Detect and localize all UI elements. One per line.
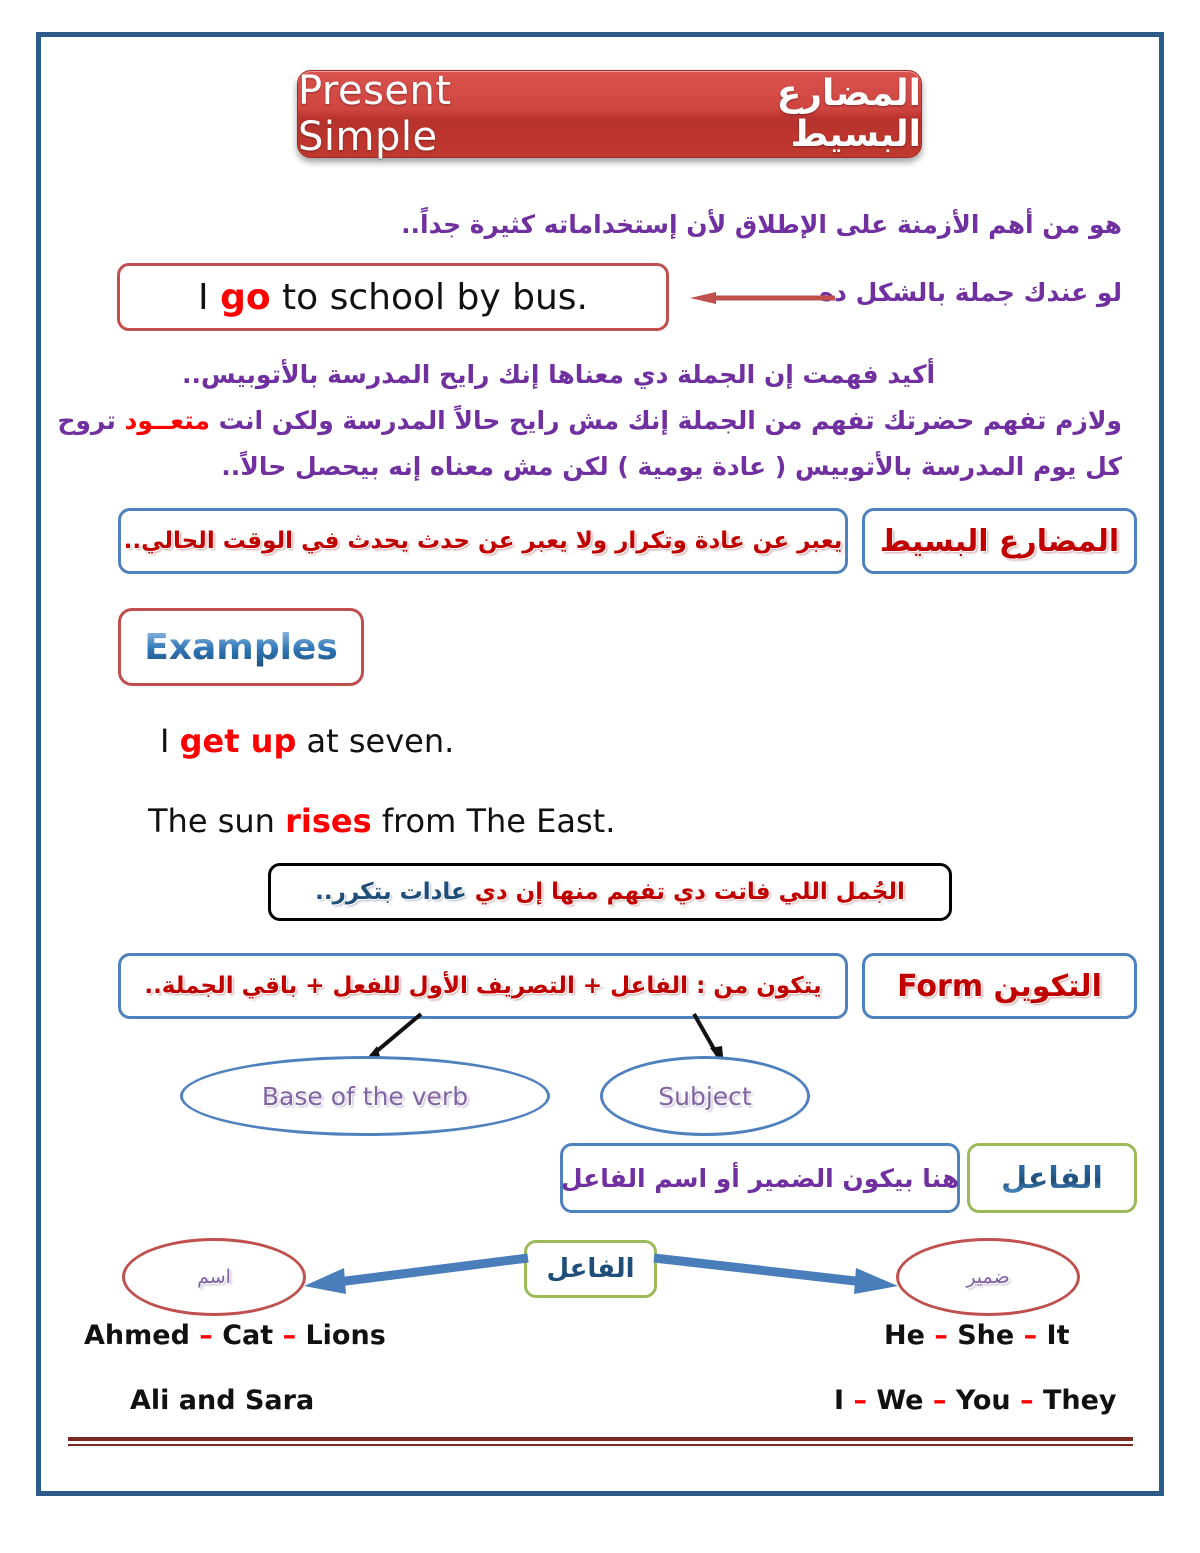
- intro-line-2: لو عندك جملة بالشكل ده: [819, 278, 1122, 307]
- title-arabic: المضارع البسيط: [776, 73, 921, 155]
- example-sentence-text: [198, 277, 588, 318]
- subject-center-node: [524, 1240, 657, 1298]
- definition-label-box: [862, 508, 1137, 574]
- pronoun-circle-text: ضمير: [966, 1266, 1010, 1288]
- pronoun2-word-4: They: [1042, 1385, 1117, 1416]
- noun-sep-1: –: [199, 1320, 213, 1351]
- intro-line-1: هو من أهم الأزمنة على الإطلاق لأن إستخداماته كثيرة جداً..: [401, 210, 1122, 239]
- noun-circle-text: اسم: [197, 1266, 231, 1288]
- examples-heading-text: Examples: [144, 626, 338, 668]
- pronoun2-word-1: I: [834, 1385, 845, 1416]
- title-english: Present Simple: [298, 68, 452, 160]
- ellipse-subject: [600, 1056, 810, 1136]
- pronoun-examples-line-1: [884, 1320, 1069, 1351]
- paragraph-line-2-a: ولازم تفهم حضرتك تفهم من الجملة إنك مش رايح حالاً المدرسة ولكن انت: [209, 406, 1122, 435]
- noun-word-1: Ahmed: [84, 1320, 190, 1351]
- subject-center-node-text: الفاعل: [546, 1254, 635, 1284]
- definition-body-text: يعبر عن عادة وتكرار ولا يعبر عن حدث يحدث في الوقت الحالي..: [123, 528, 843, 554]
- pronoun2-word-3: You: [955, 1385, 1011, 1416]
- note-red-part: الجُمل اللي فاتت دي تفهم منها إن دي: [466, 879, 905, 905]
- ellipse-base-of-verb: [180, 1056, 550, 1136]
- example-2-verb: rises: [285, 802, 372, 840]
- pronoun2-word-2: We: [876, 1385, 924, 1416]
- example-item-1: [160, 722, 454, 760]
- ellipse-base-of-verb-text: Base of the verb: [261, 1081, 469, 1111]
- paragraph-line-3: كل يوم المدرسة بالأتوبيس ( عادة يومية ) لكن مش معناه إنه بيحصل حالاً..: [221, 452, 1122, 481]
- pronoun-examples-line-2: [834, 1385, 1117, 1416]
- form-body-text: يتكون من : الفاعل + التصريف الأول للفعل + باقي الجملة..: [144, 973, 822, 999]
- noun-sep-2: –: [282, 1320, 297, 1351]
- form-body-box: [118, 953, 848, 1019]
- noun-word-3: Lions: [305, 1320, 386, 1351]
- branch-arrow-right-icon: [650, 1248, 902, 1298]
- subject-body-text: هنا بيكون الضمير أو اسم الفاعل: [560, 1163, 960, 1193]
- example-1-verb: get up: [179, 722, 297, 760]
- red-pointer-arrow-icon: [690, 292, 835, 304]
- definition-label-text: المضارع البسيط: [879, 523, 1120, 559]
- example-2-after: from The East.: [371, 802, 616, 840]
- sentence-before: I: [198, 276, 221, 318]
- note-blue-part: عادات بتكرر..: [315, 879, 467, 905]
- sentence-after: to school by bus.: [270, 276, 588, 318]
- noun-circle: [122, 1238, 306, 1316]
- pronoun-word-3: It: [1046, 1320, 1070, 1351]
- paragraph-line-2: [57, 398, 1122, 444]
- ellipse-subject-text: Subject: [658, 1081, 752, 1111]
- noun-examples-line-2: Ali and Sara: [130, 1385, 315, 1416]
- sentence-verb: go: [220, 276, 271, 318]
- examples-note-box: [268, 863, 952, 921]
- bottom-divider: [68, 1437, 1133, 1446]
- form-label-box: [862, 953, 1137, 1019]
- pronoun2-sep-3: –: [1020, 1385, 1034, 1416]
- pronoun-circle: [896, 1238, 1080, 1316]
- noun-examples-line-1: [84, 1320, 386, 1351]
- pronoun-sep-1: –: [934, 1320, 948, 1351]
- paragraph-line-2-b: تروح: [57, 406, 125, 435]
- subject-body-box: [560, 1143, 960, 1213]
- subject-label-text: الفاعل: [1001, 1160, 1103, 1196]
- form-label-text: التكوين Form: [897, 968, 1102, 1004]
- example-1-before: I: [160, 722, 180, 760]
- examples-heading-box: [118, 608, 364, 686]
- pronoun-word-1: He: [884, 1320, 925, 1351]
- paragraph-highlight: متعــود: [124, 406, 210, 435]
- subject-label-box: [967, 1143, 1137, 1213]
- branch-arrow-left-icon: [300, 1248, 532, 1298]
- explanation-paragraph: [57, 352, 1122, 490]
- examples-note-text: [315, 879, 905, 905]
- pronoun2-sep-2: –: [932, 1385, 947, 1416]
- pronoun-sep-2: –: [1023, 1320, 1038, 1351]
- title-banner: [297, 70, 922, 158]
- example-sentence-box: [117, 263, 669, 331]
- example-item-2: [148, 802, 615, 840]
- example-1-after: at seven.: [296, 722, 455, 760]
- noun-word-2: Cat: [222, 1320, 274, 1351]
- paragraph-line-1: أكيد فهمت إن الجملة دي معناها إنك رايح المدرسة بالأتوبيس..: [182, 360, 936, 389]
- definition-body-box: [118, 508, 848, 574]
- pronoun2-sep-1: –: [853, 1385, 867, 1416]
- pronoun-word-2: She: [957, 1320, 1015, 1351]
- example-2-before: The sun: [148, 802, 286, 840]
